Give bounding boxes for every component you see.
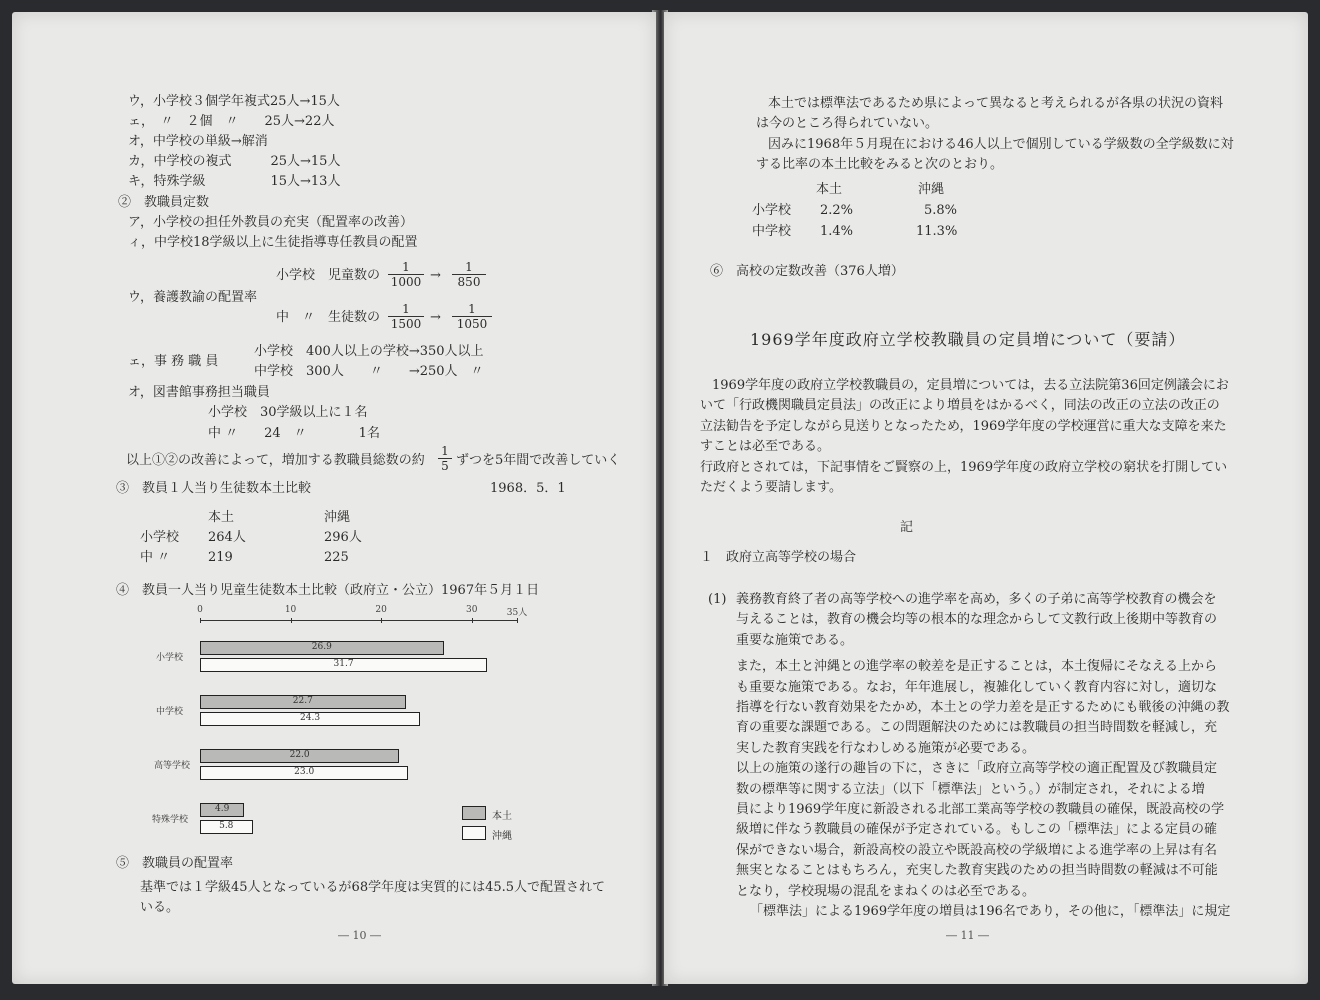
summary-b: ずつを5年間で改善していく [456, 453, 621, 468]
left-page [12, 12, 656, 984]
bar-value-label-okinawa: 24.3 [200, 712, 420, 726]
item-1-line: 員により1969学年度に新設される北部工業高等学校の教職員の確保，既設高校の学 [736, 802, 1225, 818]
item-1-line: 実した教育実践を行なわしめる施策が必要である。 [736, 740, 1036, 756]
ratio-row-hondo: 264人 [208, 530, 246, 545]
placement-line1: 基準では１学級45人となっているが68学年度は実質的には45.5人で配置されて [140, 880, 606, 895]
request-line: 行政府とされては，下記事情をご賢察の上，1969学年度の政府立学校の窮状を打開してい [700, 459, 1228, 475]
section-1-heading: １ 政府立高等学校の場合 [700, 550, 857, 565]
comp-row-hondo: 2.2% [820, 203, 854, 218]
item-e: ェ， 〃 ２個 〃 25人→22人 [128, 114, 335, 129]
item-1-paragraph [736, 590, 1230, 923]
mid-to-fraction: $\frac{1}{1050}$ [452, 302, 492, 331]
category-label: 高等学校 [154, 761, 191, 771]
x-axis-line [200, 620, 517, 621]
category-label: 中学校 [156, 707, 184, 717]
x-tick-label: 30 [465, 605, 478, 615]
staff-o: オ，図書館事務担当職員 [128, 385, 270, 400]
item-ka: カ，中学校の複式 25人→15人 [128, 154, 341, 169]
staff-e-label: ェ，事 務 職 員 [128, 354, 219, 369]
request-paragraph [700, 376, 1229, 498]
ratio-row-label: 中 〃 [140, 550, 171, 565]
comp-row-okinawa: 11.3% [916, 224, 958, 239]
intro-line: は今のところ得られていない。 [756, 116, 939, 132]
item-1-marker: (1) [708, 592, 727, 607]
x-tick-label: 10 [284, 605, 297, 615]
staff-a: ア，小学校の担任外教員の充実（配置率の改善） [128, 215, 413, 230]
placement-line2: いる。 [140, 900, 180, 915]
elem-to-fraction: $\frac{1}{850}$ [452, 260, 486, 289]
ratio-row-label: 小学校 [140, 530, 180, 545]
item-1-line: 級増に伴なう教職員の確保が予定されている。もしこの「標準法」による定員の確 [736, 822, 1218, 838]
elem-ratio-label: 小学校 児童数の [276, 268, 381, 283]
bar-value-label-okinawa: 23.0 [200, 766, 408, 780]
ratio-row-okinawa: 225 [324, 550, 349, 565]
chart-heading: ④ 教員一人当り児童生徒数本土比較（政府立・公立）1967年５月１日 [116, 583, 540, 598]
bar-value-label-hondo: 26.9 [200, 641, 444, 655]
item-1-line: また，本土と沖縄との進学率の較差を是正することは，本土復帰にそなえる上から [736, 659, 1218, 675]
mid-ratio-label: 中 〃 生徒数の [276, 310, 381, 325]
item-1-line: 重要な施策である。 [736, 632, 854, 648]
item-1-line: も重要な施策である。なお，年年進展し，複雑化していく教育内容に対し，適切な [736, 679, 1218, 695]
ki-marker: 記 [900, 520, 914, 535]
intro-paragraph [756, 94, 1234, 176]
item-1-line: 数の標準等に関する立法」（以下「標準法」という。）が制定され，それによる増 [736, 781, 1205, 797]
bar-value-label-okinawa: 5.8 [200, 820, 253, 834]
ratio-heading: ③ 教員１人当り生徒数本土比較 [116, 481, 312, 496]
staff-o-line1: 小学校 30学級以上に１名 [208, 405, 368, 420]
staff-o-line2: 中 〃 24 〃 1名 [208, 426, 380, 441]
comp-col-okinawa: 沖縄 [918, 182, 945, 197]
intro-line: 因みに1968年５月現在における46人以上で個別している学級数の全学級数に対 [768, 136, 1234, 152]
request-line: 1969学年度の政府立学校教職員の，定員増については，去る立法院第36回定例議会にお [712, 378, 1229, 393]
item-1-line: 「標準法」による1969学年度の増員は196名であり，その他に，「標準法」に規定 [750, 904, 1231, 920]
elem-arrow: → [430, 268, 441, 283]
mid-arrow: → [430, 310, 441, 325]
bar-value-label-hondo: 22.0 [200, 749, 399, 763]
comp-row-label: 中学校 [752, 224, 792, 239]
x-tick [517, 618, 518, 623]
ratio-row-hondo: 219 [208, 550, 233, 565]
bar-value-label-hondo: 4.9 [200, 803, 244, 817]
request-line: 立法勧告を予定しながら見送りとなったため，1969学年度の学校運営に重大な支障を来た [700, 418, 1227, 434]
legend-label-okinawa: 沖縄 [492, 831, 512, 842]
item-1-line: 保ができない場合，新設高校の設立や既設高校の学級増による進学率の上昇は有名 [736, 842, 1218, 858]
item-ki: キ，特殊学級 15人→13人 [128, 174, 341, 189]
page-number-left: ― 10 ― [338, 929, 381, 942]
staff-i: ィ，中学校18学級以上に生徒指導専任教員の配置 [128, 235, 418, 250]
item-1-line: 育の重要な課題である。この問題解決のためには教職員の担当時間数を軽減し，充 [736, 720, 1218, 736]
intro-line: 本土では標準法であるため県によって異なると考えられるが各県の状況の資料 [768, 96, 1224, 111]
comp-row-okinawa: 5.8% [924, 203, 958, 218]
item-1-line: 以上の施策の遂行の趣旨の下に，さきに「政府立高等学校の適正配置及び教職員定 [736, 761, 1218, 777]
x-tick-label: 20 [375, 605, 387, 615]
bar-chart [12, 12, 656, 984]
request-line: すことは必至である。 [700, 439, 831, 455]
x-tick [200, 618, 201, 623]
x-tick [291, 618, 292, 623]
staff-u: ウ，養護教諭の配置率 [128, 290, 257, 305]
summary-a: 以上①②の改善によって，増加する教職員総数の約 [126, 453, 425, 468]
x-tick [472, 618, 473, 623]
intro-line: する比率の本土比較をみると次のとおり。 [756, 157, 1004, 173]
comp-col-hondo: 本土 [816, 182, 843, 197]
comp-row-label: 小学校 [752, 203, 792, 218]
staff-e-line1: 小学校 400人以上の学校→350人以上 [254, 344, 484, 359]
x-tick-label: 0 [197, 605, 203, 615]
x-tick-label: 35人 [506, 608, 528, 618]
item-1-line: 義務教育終了者の高等学校への進学率を高め，多くの子弟に高等学校教育の機会を [736, 592, 1217, 607]
legend-swatch-okinawa [462, 826, 486, 840]
item-u: ウ，小学校３個学年複式25人→15人 [128, 94, 340, 109]
mid-from-fraction: $\frac{1}{1500}$ [388, 302, 424, 331]
legend-swatch-hondo [462, 806, 486, 820]
category-label: 特殊学校 [152, 815, 189, 825]
bar-value-label-okinawa: 31.7 [200, 658, 487, 672]
item-1-line: 無実となることはもちろん，充実した教育実践のための担当時間数の軽減は不可能 [736, 863, 1218, 879]
elem-from-fraction: $\frac{1}{1000}$ [388, 260, 424, 289]
item-o: オ，中学校の単級→解消 [128, 134, 268, 149]
request-line: いて「行政機関職員定員法」の改正により増員をはかるべく，同法の改正の立法の改正の [700, 398, 1220, 414]
placement-heading: ⑤ 教職員の配置率 [116, 856, 234, 871]
request-line: ただくよう要請します。 [700, 480, 842, 496]
comp-row-hondo: 1.4% [820, 224, 854, 239]
item-1-line: となり，学校現場の混乱をまねくのは必至である。 [736, 883, 1036, 899]
page-number-right: ― 11 ― [946, 929, 989, 942]
ratio-row-okinawa: 296人 [324, 530, 362, 545]
item-1-line: 指導を行ない教育効果をたかめ，本土との学力差を是正するためにも戦後の沖縄の教 [736, 700, 1230, 716]
ratio-col-hondo: 本土 [208, 510, 235, 525]
item-1-line: 与えることは，教育の機会均等の根本的な理念からして文教行政上後期中等教育の [736, 612, 1218, 628]
category-label: 小学校 [156, 653, 184, 663]
request-title: 1969学年度政府立学校教職員の定員増について（要請） [750, 330, 1186, 349]
staff-heading: ② 教職員定数 [118, 195, 210, 210]
item-6: ⑥ 高校の定数改善（376人増） [710, 264, 904, 279]
right-page [664, 12, 1308, 984]
summary-fraction: $\frac{1}{5}$ [438, 444, 452, 473]
staff-e-line2: 中学校 300人 〃 →250人 〃 [254, 364, 484, 379]
bar-value-label-hondo: 22.7 [200, 695, 406, 709]
ratio-date: 1968．5．1 [490, 481, 566, 496]
ratio-col-okinawa: 沖縄 [324, 510, 351, 525]
legend-label-hondo: 本土 [492, 811, 512, 822]
x-tick [381, 618, 382, 623]
